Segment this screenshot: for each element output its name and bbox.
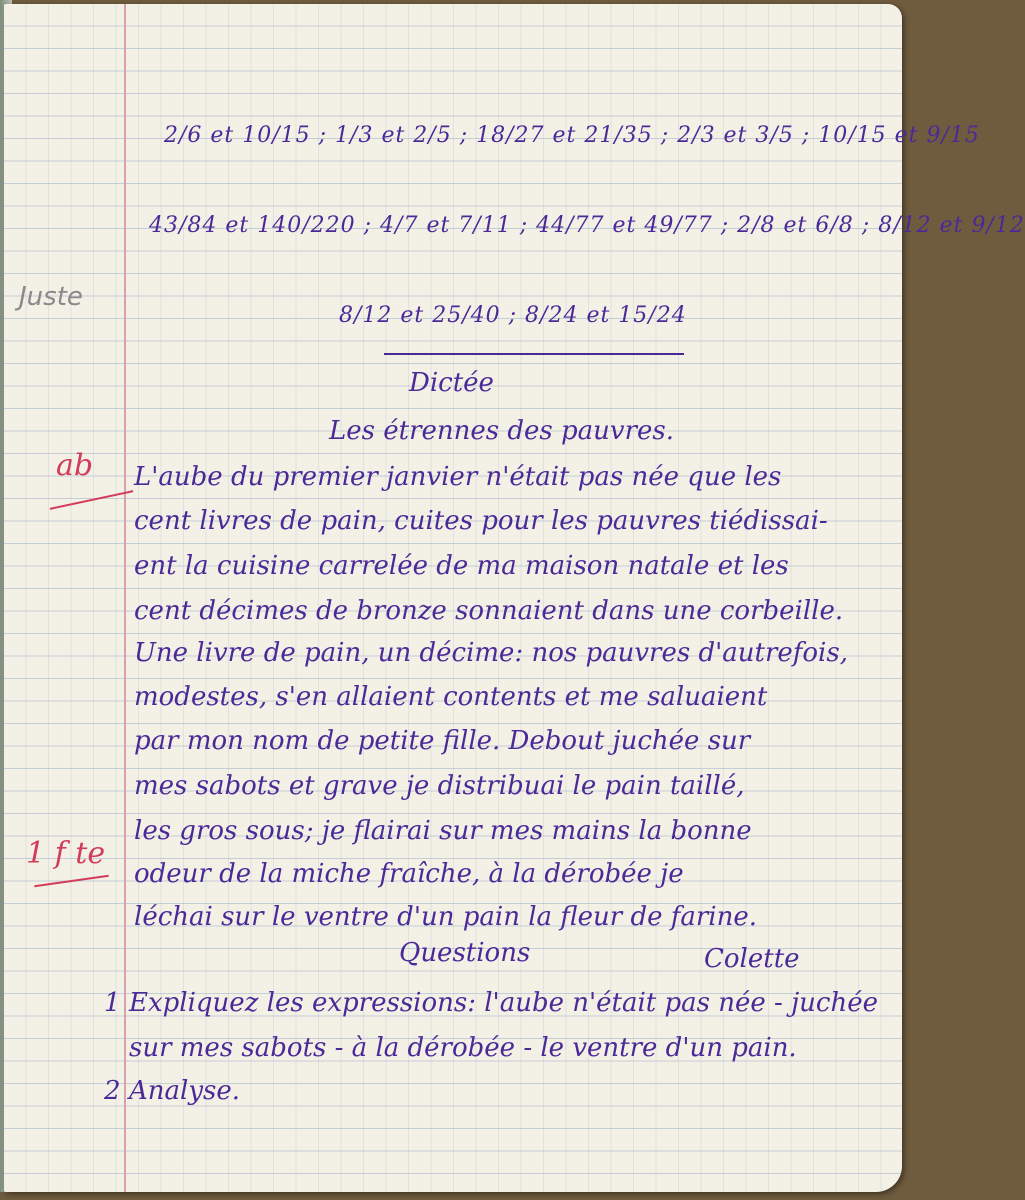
question-2-text: Analyse.	[129, 1076, 241, 1106]
question-2-number: 2	[104, 1076, 121, 1106]
dictee-line-11: léchai sur le ventre d'un pain la fleur de farine.	[134, 902, 758, 932]
dictee-line-9: les gros sous; je flairai sur mes mains la bonne	[134, 816, 752, 846]
separator-rule	[384, 353, 684, 355]
notebook-page	[4, 4, 1025, 1192]
dictee-line-7: par mon nom de petite fille. Debout juchée sur	[134, 726, 751, 756]
dictee-line-5: Une livre de pain, un décime: nos pauvres d'autrefois,	[134, 638, 848, 668]
grade-faute-stroke	[34, 875, 109, 887]
dictee-line-8: mes sabots et grave je distribuai le pain taillé,	[134, 771, 745, 801]
margin-line	[124, 4, 126, 1192]
questions-heading: Questions	[399, 938, 531, 968]
question-1-text: Expliquez les expressions: l'aube n'était pas née - juchée	[129, 988, 878, 1018]
dictee-author: Colette	[704, 944, 800, 974]
dictee-line-1: L'aube du premier janvier n'était pas née que les	[134, 462, 782, 492]
dictee-title: Les étrennes des pauvres.	[329, 416, 675, 446]
grade-ab: ab	[56, 448, 94, 483]
grade-juste: Juste	[19, 282, 83, 312]
dictee-line-4: cent décimes de bronze sonnaient dans une corbeille.	[134, 596, 844, 626]
fractions-line-3: 8/12 et 25/40 ; 8/24 et 15/24	[339, 303, 687, 328]
dictee-line-3: ent la cuisine carrelée de ma maison natale et les	[134, 551, 789, 581]
fractions-line-1: 2/6 et 10/15 ; 1/3 et 2/5 ; 18/27 et 21/35 ; 2/3 et 3/5 ; 10/15 et 9/15	[164, 123, 980, 148]
dictee-line-10: odeur de la miche fraîche, à la dérobée je	[134, 859, 684, 889]
dictee-line-2: cent livres de pain, cuites pour les pauvres tiédissai-	[134, 506, 828, 536]
fractions-line-2: 43/84 et 140/220 ; 4/7 et 7/11 ; 44/77 et 49/77 ; 2/8 et 6/8 ; 8/12 et 9/12	[149, 213, 1025, 238]
question-1-text-cont: sur mes sabots - à la dérobée - le ventre d'un pain.	[129, 1033, 797, 1063]
dictee-heading: Dictée	[409, 368, 494, 398]
dictee-line-6: modestes, s'en allaient contents et me saluaient	[134, 682, 768, 712]
grade-faute: 1 f te	[26, 836, 106, 871]
question-1-number: 1	[104, 988, 121, 1018]
grade-ab-stroke	[50, 490, 134, 510]
